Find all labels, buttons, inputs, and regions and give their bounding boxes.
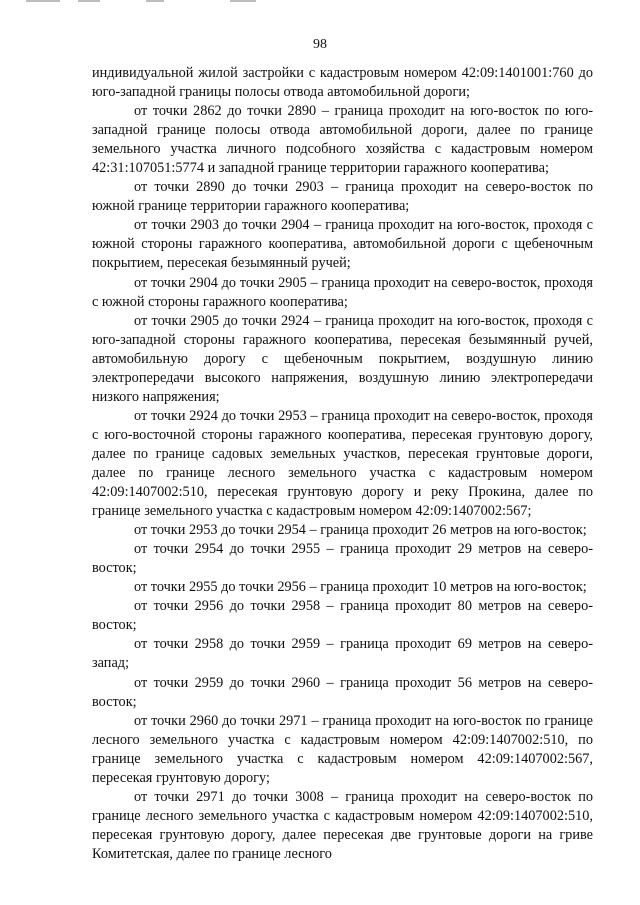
paragraph: от точки 2903 до точки 2904 – граница проходит на юго-восток, проходя с южной стороны гаражного кооператива, автомобильной дороги с щебеночным покрытием, пересекая безымянный ручей; xyxy=(92,217,593,272)
paragraph: от точки 2956 до точки 2958 – граница проходит 80 метров на северо-восток; xyxy=(92,598,593,634)
paragraph: от точки 2971 до точки 3008 – граница проходит на северо-восток по границе лесного земельного участка с кадастровым номером 42:09:1407002:510, пересекая грунтовую дорогу, далее пересекая две грунтовые дороги на гриве Комитетская, далее по границе лесного xyxy=(92,788,593,862)
paragraph: индивидуальной жилой застройки с кадастровым номером 42:09:1401001:760 до юго-западной границы полосы отвода автомобильной дороги; xyxy=(92,65,593,101)
paragraph: от точки 2862 до точки 2890 – граница проходит на юго-восток по юго-западной границе полосы отвода автомобильной дороги, далее по границе земельного участка личного подсобного хозяйства с кадастровым номером 42:31:107051:5774 и западной границе территории гаражного кооператива; xyxy=(92,103,593,177)
paragraph: от точки 2955 до точки 2956 – граница проходит 10 метров на юго-восток; xyxy=(134,579,587,596)
paragraph: от точки 2960 до точки 2971 – граница проходит на юго-восток по границе лесного земельного участка с кадастровым номером 42:09:1407002:510, по границе земельного участка с кадастровым номером 42:09:1407002:567, пересекая грунтовую дорогу; xyxy=(92,712,593,786)
paragraph: от точки 2904 до точки 2905 – граница проходит на северо-восток, проходя с южной стороны гаражного кооператива; xyxy=(92,274,593,310)
paragraph: от точки 2890 до точки 2903 – граница проходит на северо-восток по южной границе территории гаражного кооператива; xyxy=(92,179,593,215)
paragraph: от точки 2958 до точки 2959 – граница проходит 69 метров на северо-запад; xyxy=(92,636,593,672)
paragraph: от точки 2959 до точки 2960 – граница проходит 56 метров на северо-восток; xyxy=(92,674,593,710)
paragraph: от точки 2924 до точки 2953 – граница проходит на северо-восток, проходя с юго-восточной стороны гаражного кооператива, пересекая грунтовую дорогу, далее по границе садовых земельных участков, пересекая грунтовые дороги, далее по границе лесного земельного участка с кадастровым номером 42:09:1407002:510, пересекая грунтовую дорогу и реку Прокина, далее по границе земельного участка с кадастровым номером 42:09:1407002:567; xyxy=(92,407,593,520)
page-number: 98 xyxy=(313,37,327,52)
paragraph: от точки 2905 до точки 2924 – граница проходит на юго-восток, проходя с юго-западной стороны гаражного кооператива, пересекая безымянный ручей, автомобильную дорогу с щебеночным покрытием, воздушную линию электропередачи высокого напряжения, воздушную линию электропередачи низкого напряжения; xyxy=(92,312,593,405)
scan-edge-marks xyxy=(0,0,640,4)
paragraph: от точки 2954 до точки 2955 – граница проходит 29 метров на северо-восток; xyxy=(92,541,593,577)
paragraph: от точки 2953 до точки 2954 – граница проходит 26 метров на юго-восток; xyxy=(134,522,587,539)
document-body xyxy=(92,64,593,864)
